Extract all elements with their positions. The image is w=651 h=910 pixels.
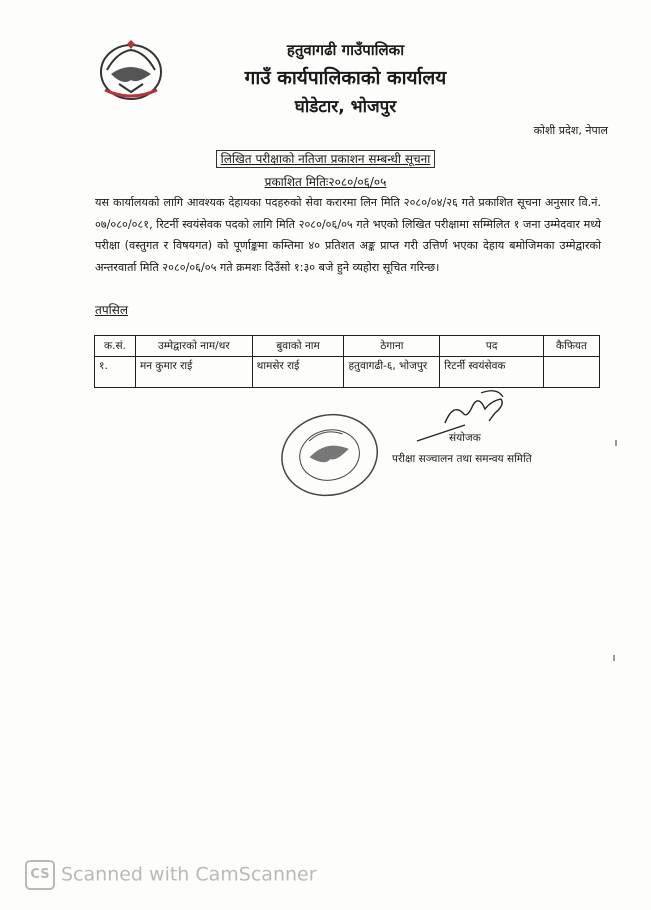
- result-table: [94, 335, 600, 388]
- table-cell: थामसेर राई: [252, 357, 344, 388]
- table-header: पद: [440, 336, 544, 357]
- table-cell: [544, 357, 600, 388]
- scan-mark: [615, 440, 617, 446]
- camscanner-watermark: [25, 860, 317, 890]
- table-header: उम्मेद्वारको नाम/थर: [135, 336, 252, 357]
- table-header: ठेगाना: [344, 336, 440, 357]
- table-header-row: [95, 336, 600, 357]
- office-stamp-icon: [275, 407, 385, 507]
- office-location: घोडेटार, भोजपुर: [294, 97, 397, 117]
- table-cell: मन कुमार राई: [135, 357, 252, 388]
- table-header: कैफियत: [544, 336, 600, 357]
- table-header: बुवाको नाम: [252, 336, 344, 357]
- scan-mark: [613, 655, 615, 661]
- table-cell: रिटर्नी स्वयंसेवक: [440, 357, 544, 388]
- province-label: कोशी प्रदेश, नेपाल: [533, 124, 608, 137]
- list-label: तपसिल: [95, 303, 129, 317]
- office-name: गाउँ कार्यपालिकाको कार्यालय: [244, 67, 447, 89]
- published-date: प्रकाशित मितिः२०८०/०६/०५: [264, 175, 387, 189]
- table-cell: १.: [95, 357, 136, 388]
- table-cell: हतुवागढी-६, भोजपुर: [344, 357, 440, 388]
- municipality-name: हतुवागढी गाउँपालिका: [286, 41, 405, 59]
- notice-body: यस कार्यालयको लागि आवश्यक देहायका पदहरुको सेवा करारमा लिन मिति २०८०/०४/२६ गते प्रकाशित सूचना अनुसार वि.नं. ०७/०८०/०८१, रिटर्नी स्वयंसेवक पदको लागि मिति २०८०/०६/०५ गते भएको लिखित परीक्षामा सम्मिलित १ जना उम्मेदवार मध्ये परीक्षा (वस्तुगत र विषयगत) को पूर्णाङ्कमा कम्तिमा ४० प्रतिशत अङ्क प्राप्त गरी उत्तिर्ण भएका देहाय बमोजिमका उम्मेद्वारको अन्तरवार्ता मिति २०८०/०६/०५ गते क्रमशः दिउँसो १:३० बजे हुने व्यहोरा सूचित गरिन्छ।: [95, 196, 601, 274]
- camscanner-logo-icon: CS: [25, 860, 55, 890]
- coordinator-label: संयोजक: [449, 432, 481, 444]
- notice-subject: लिखित परीक्षाको नतिजा प्रकाशन सम्बन्धी सूचना: [0, 150, 651, 167]
- watermark-text: Scanned with CamScanner: [61, 863, 317, 886]
- table-header: क.सं.: [95, 336, 136, 357]
- committee-label: परीक्षा सञ्चालन तथा समन्वय समिति: [392, 453, 532, 465]
